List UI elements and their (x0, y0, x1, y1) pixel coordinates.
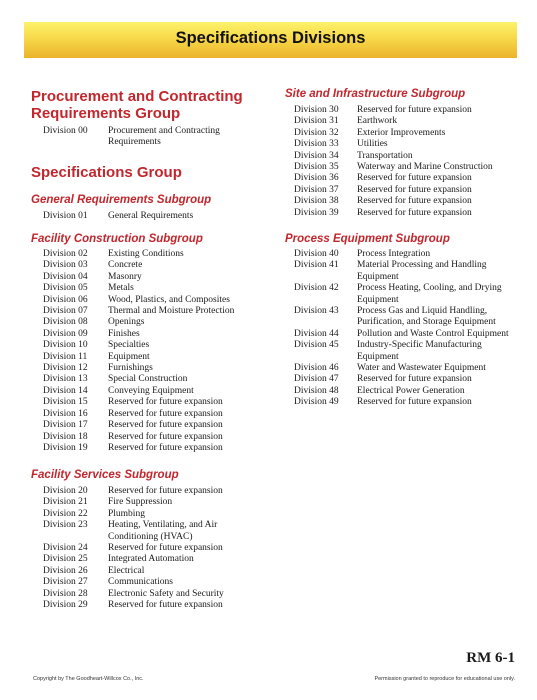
division-description: Wood, Plastics, and Composites (108, 294, 230, 305)
division-row (285, 151, 493, 162)
division-row (31, 409, 234, 420)
division-number: Division 23 (43, 520, 88, 531)
division-row (31, 283, 234, 294)
division-number: Division 29 (43, 600, 88, 611)
division-description: Finishes (108, 328, 140, 339)
division-row (285, 116, 493, 127)
division-row (31, 397, 234, 408)
division-description: Reserved for future expansion (108, 420, 223, 431)
division-description: Electronic Safety and Security (108, 588, 224, 599)
division-description: General Requirements (108, 211, 194, 221)
division-row (31, 520, 258, 543)
division-number: Division 21 (43, 497, 88, 508)
facility-construction-heading: Facility Construction Subgroup (31, 233, 203, 245)
division-number: Division 09 (43, 328, 88, 339)
division-description: Heating, Ventilating, and Air Conditioning (HVAC) (108, 520, 218, 542)
division-row (285, 386, 517, 397)
division-number: Division 41 (294, 260, 339, 271)
copyright-text: Copyright by The Goodheart-Willcox Co., Inc. (33, 676, 144, 682)
division-number: Division 14 (43, 385, 88, 396)
division-description: Integrated Automation (108, 554, 194, 565)
title-banner (24, 22, 517, 58)
division-description: Reserved for future expansion (357, 184, 472, 195)
site-infrastructure-heading: Site and Infrastructure Subgroup (285, 88, 466, 100)
process-equipment-heading: Process Equipment Subgroup (285, 233, 450, 245)
division-description: Pollution and Waste Control Equipment (357, 328, 509, 339)
procurement-heading-line1: Procurement and Contracting (31, 88, 243, 105)
process-equipment-list (285, 249, 517, 409)
division-description: Earthwork (357, 116, 398, 127)
division-row (285, 397, 517, 408)
division-description: Process Heating, Cooling, and Drying Equipment (357, 283, 502, 305)
division-number: Division 24 (43, 543, 88, 554)
division-row (31, 509, 258, 520)
division-number: Division 46 (294, 363, 339, 374)
division-number: Division 28 (43, 588, 88, 599)
division-row (285, 329, 517, 340)
division-number: Division 04 (43, 271, 88, 282)
division-description: Communications (108, 577, 173, 588)
division-description: Openings (108, 317, 145, 328)
division-row (285, 128, 493, 139)
division-number: Division 35 (294, 162, 339, 173)
division-number: Division 19 (43, 442, 88, 453)
division-row (285, 340, 517, 363)
division-description: Metals (108, 283, 134, 294)
division-description: Process Gas and Liquid Handling, Purification, and Storage Equipment (357, 306, 496, 328)
division-row (285, 139, 493, 150)
division-row (31, 363, 234, 374)
division-number: Division 18 (43, 431, 88, 442)
facility-construction-list (31, 249, 234, 454)
division-number: Division 10 (43, 340, 88, 351)
division-row (31, 420, 234, 431)
division-number: Division 00 (43, 126, 88, 136)
division-description: Industry-Specific Manufacturing Equipment (357, 340, 482, 362)
division-row (31, 306, 234, 317)
division-number: Division 08 (43, 317, 88, 328)
division-description: Reserved for future expansion (108, 397, 223, 408)
division-row (31, 589, 258, 600)
division-row (31, 126, 258, 149)
division-description: Material Processing and Handling Equipment (357, 260, 487, 282)
division-number: Division 11 (43, 351, 88, 362)
division-row (285, 185, 493, 196)
division-number: Division 16 (43, 408, 88, 419)
division-number: Division 42 (294, 283, 339, 294)
general-requirements-list (31, 211, 193, 222)
division-description: Thermal and Moisture Protection (108, 306, 235, 317)
division-description: Fire Suppression (108, 497, 173, 508)
division-description: Reserved for future expansion (108, 543, 223, 554)
division-number: Division 45 (294, 340, 339, 351)
division-number: Division 47 (294, 374, 339, 385)
division-row (31, 577, 258, 588)
division-row (31, 432, 234, 443)
division-description: Utilities (357, 139, 388, 150)
page-title: Specifications Divisions (175, 29, 366, 47)
division-number: Division 13 (43, 374, 88, 385)
division-number: Division 33 (294, 139, 339, 150)
division-number: Division 32 (294, 127, 339, 138)
permission-text: Permission granted to reproduce for educational use only. (374, 676, 515, 682)
division-description: Existing Conditions (108, 249, 184, 259)
division-description: Specialties (108, 340, 150, 351)
division-row (31, 566, 258, 577)
division-row (285, 173, 493, 184)
division-row (31, 600, 258, 611)
division-description: Reserved for future expansion (357, 374, 472, 385)
division-description: Reserved for future expansion (357, 207, 472, 218)
division-description: Reserved for future expansion (357, 397, 472, 408)
division-row (31, 374, 234, 385)
division-description: Furnishings (108, 363, 153, 374)
procurement-heading-line2: Requirements Group (31, 105, 181, 122)
division-description: Water and Wastewater Equipment (357, 363, 486, 374)
division-description: Reserved for future expansion (108, 408, 223, 419)
division-number: Division 05 (43, 283, 88, 294)
division-row (285, 306, 517, 329)
division-description: Waterway and Marine Construction (357, 162, 493, 173)
division-row (31, 249, 234, 260)
site-infrastructure-list (285, 105, 493, 219)
division-row (31, 543, 258, 554)
page-identifier: RM 6-1 (466, 650, 515, 666)
division-description: Concrete (108, 260, 143, 271)
division-number: Division 37 (294, 184, 339, 195)
division-description: Equipment (108, 351, 150, 362)
division-row (285, 162, 493, 173)
division-row (31, 260, 234, 271)
division-description: Reserved for future expansion (108, 442, 223, 453)
division-row (285, 105, 493, 116)
division-description: Reserved for future expansion (357, 173, 472, 184)
division-row (31, 486, 258, 497)
facility-services-heading: Facility Services Subgroup (31, 469, 179, 481)
division-description: Reserved for future expansion (108, 486, 223, 496)
division-description: Reserved for future expansion (108, 431, 223, 442)
division-row (31, 211, 193, 222)
division-number: Division 12 (43, 363, 88, 374)
division-description: Plumbing (108, 508, 145, 519)
division-row (31, 272, 234, 283)
division-number: Division 38 (294, 196, 339, 207)
division-row (285, 260, 517, 283)
division-description: Procurement and Contracting Requirements (108, 126, 220, 148)
division-number: Division 40 (294, 249, 339, 259)
division-row (31, 329, 234, 340)
division-number: Division 48 (294, 385, 339, 396)
division-description: Reserved for future expansion (357, 196, 472, 207)
division-row (31, 386, 234, 397)
division-row (285, 208, 493, 219)
division-number: Division 34 (294, 150, 339, 161)
division-description: Electrical Power Generation (357, 385, 465, 396)
division-number: Division 25 (43, 554, 88, 565)
division-number: Division 44 (294, 328, 339, 339)
division-row (31, 443, 234, 454)
division-description: Transportation (357, 150, 413, 161)
general-requirements-heading: General Requirements Subgroup (31, 194, 212, 206)
division-description: Electrical (108, 565, 145, 576)
division-description: Special Construction (108, 374, 188, 385)
division-row (285, 374, 517, 385)
division-row (285, 363, 517, 374)
facility-services-list (31, 486, 258, 611)
procurement-list (31, 126, 258, 149)
division-description: Conveying Equipment (108, 385, 194, 396)
division-row (31, 340, 234, 351)
specifications-group-heading: Specifications Group (31, 164, 182, 181)
division-row (31, 497, 258, 508)
division-number: Division 43 (294, 306, 339, 317)
division-number: Division 01 (43, 211, 88, 221)
division-number: Division 07 (43, 306, 88, 317)
division-row (31, 554, 258, 565)
division-description: Masonry (108, 271, 142, 282)
division-number: Division 49 (294, 397, 339, 408)
division-number: Division 39 (294, 207, 339, 218)
division-description: Exterior Improvements (357, 127, 446, 138)
division-number: Division 22 (43, 508, 88, 519)
division-row (31, 295, 234, 306)
division-number: Division 36 (294, 173, 339, 184)
division-description: Reserved for future expansion (108, 600, 223, 611)
division-number: Division 26 (43, 565, 88, 576)
division-number: Division 02 (43, 249, 88, 259)
division-description: Reserved for future expansion (357, 105, 472, 115)
procurement-group-heading (31, 88, 243, 122)
division-row (31, 352, 234, 363)
division-row (285, 283, 517, 306)
division-row (31, 317, 234, 328)
division-number: Division 30 (294, 105, 339, 115)
division-number: Division 17 (43, 420, 88, 431)
division-number: Division 06 (43, 294, 88, 305)
division-number: Division 27 (43, 577, 88, 588)
division-row (285, 196, 493, 207)
division-number: Division 15 (43, 397, 88, 408)
division-number: Division 20 (43, 486, 88, 496)
division-number: Division 31 (294, 116, 339, 127)
division-description: Process Integration (357, 249, 431, 259)
division-row (285, 249, 517, 260)
division-number: Division 03 (43, 260, 88, 271)
